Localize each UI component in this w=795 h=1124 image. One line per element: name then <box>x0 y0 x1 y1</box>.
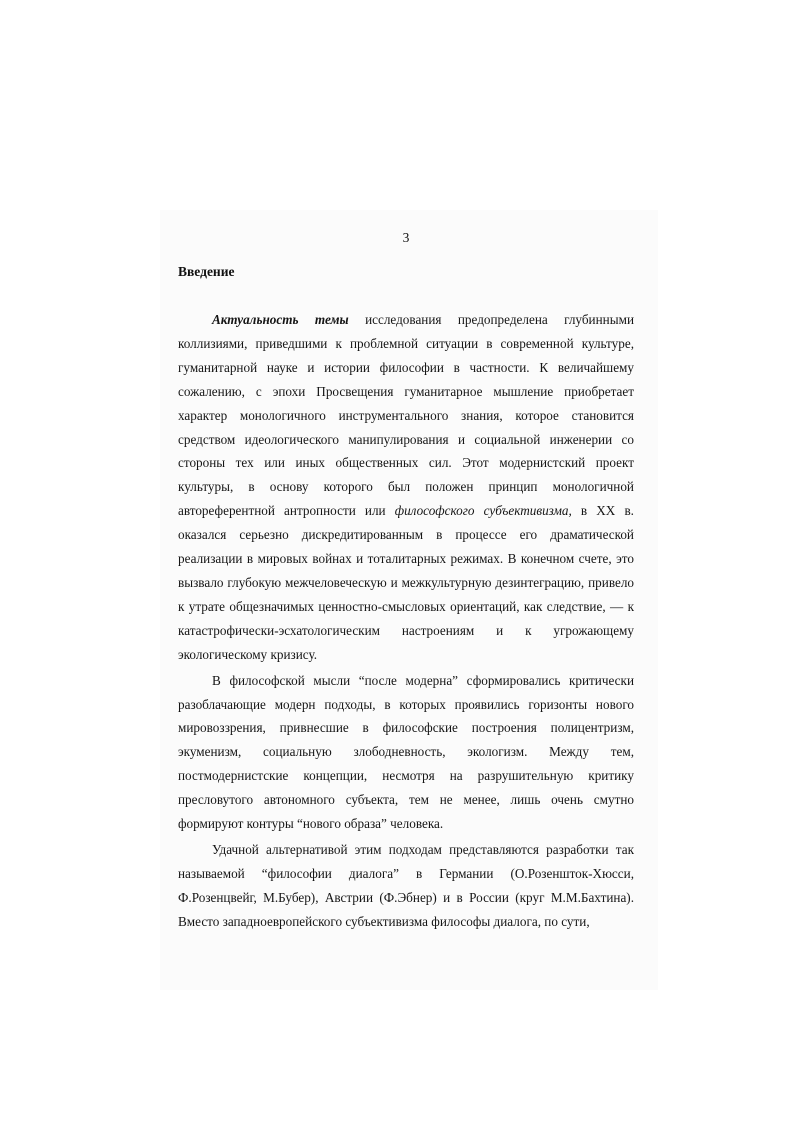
term-relevance: Актуальность <box>212 312 299 327</box>
paragraph-dialogue-philosophy: Удачной альтернативой этим подходам представляются разработки так называемой “философии диалога” в Германии (О.Розеншток-Хюсси, Ф.Розенцвейг, М.Бубер), Австрии (Ф.Эбнер) и в России (круг М.М.Бахтина). Вместо западноевропейского субъективизма философы диалога, по сути, <box>178 841 634 929</box>
term-philosophical-subjectivism: философского субъективизма, <box>394 503 572 519</box>
paragraph-relevance-text-b: в XX в. оказался серьезно дискредитированным в процессе его драматической реализации в мировых войнах и тоталитарных режимах. В конечном счете, это вызвало глубокую межчеловеческую и межкультурную дезинтеграцию, привело к утрате общезначимых ценностно-смысловых ориентаций, как следствие, — к катастрофически-эсхатологическим настроениям и к угрожающему экологическому кризису. <box>178 503 634 662</box>
page-number: 3 <box>402 230 410 245</box>
paragraph-relevance-text-a: исследования предопределена глубинными коллизиями, приведшими к проблемной ситуации в современной культуре, гуманитарной науке и истории философии в частности. К величайшему сожалению, с эпохи Просвещения гуманитарное мышление приобретает характер монологичного инструментального знания, которое становится средством идеологического манипулирования и социальной инженерии со стороны тех или иных общественных сил. Этот модернистский проект культуры, в основу которого был положен принцип монологичной автореферентной антропности или <box>178 312 634 519</box>
term-topic: темы <box>314 312 349 327</box>
paragraph-relevance <box>178 308 634 667</box>
body-text <box>178 308 634 936</box>
paragraph-postmodern: В философской мысли “после модерна” сформировались критически разоблачающие модерн подходы, в которых проявились горизонты нового мировоззрения, привнесшие в философские построения полицентризм, экуменизм, социальную злободневность, экологизм. Между тем, постмодернистские концепции, несмотря на разрушительную критику пресловутого автономного субъекта, тем не менее, лишь очень смутно формируют контуры “нового образа” человека. <box>178 672 634 832</box>
section-heading: Введение <box>178 264 235 279</box>
